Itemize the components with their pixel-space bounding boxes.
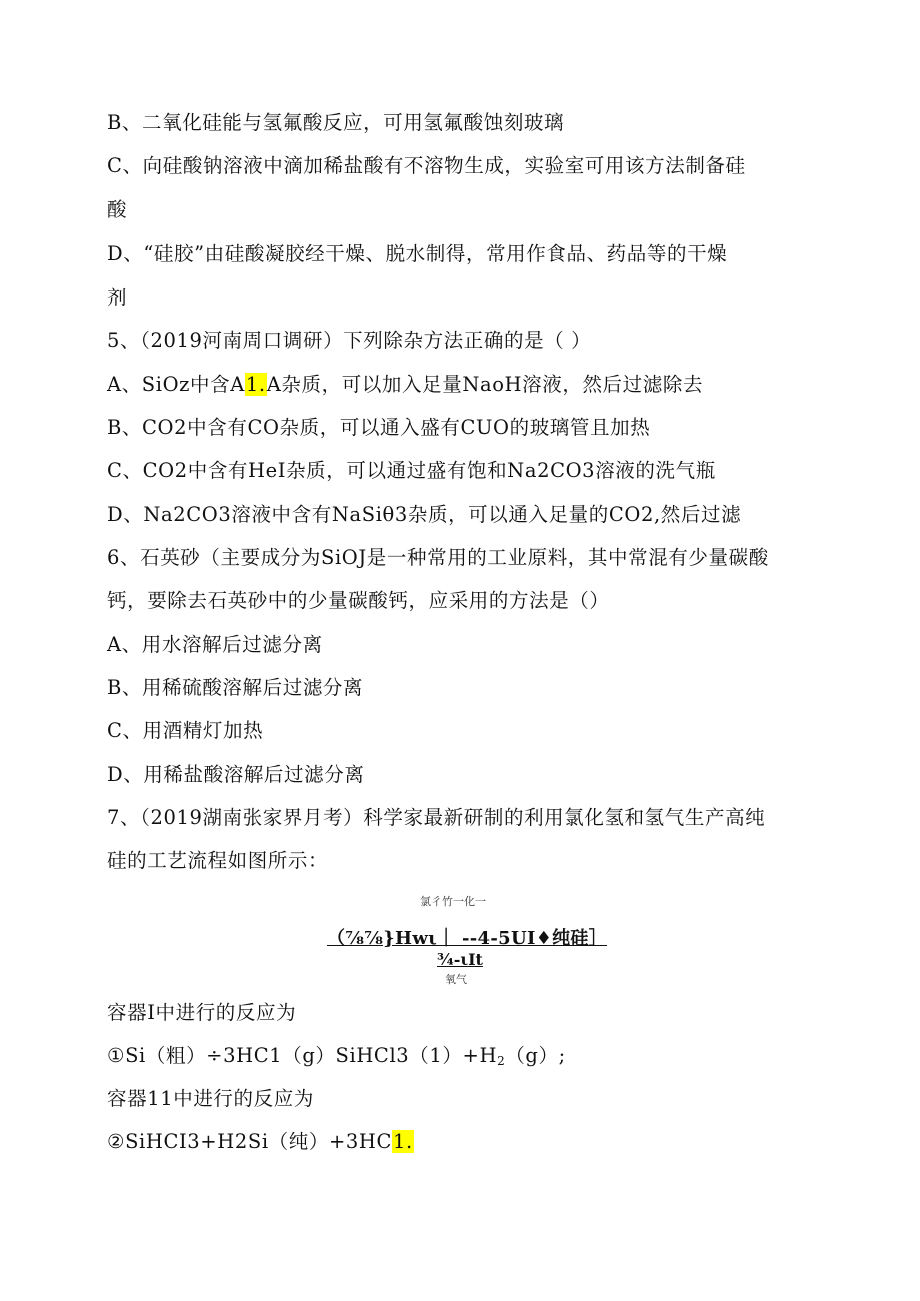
text-line: C、向硅酸钠溶液中滴加稀盐酸有不溶物生成，实验室可用该方法制备硅 (107, 154, 746, 177)
text-line: C、CO2中含有HeI杂质，可以通过盛有饱和Na2CO3溶液的洗气瓶 (107, 459, 716, 482)
text-line: 酸 (107, 198, 128, 221)
text-line: B、CO2中含有CO杂质，可以通入盛有CUO的玻璃管且加热 (107, 416, 651, 439)
flow-diagram-under: ¾-ιIt (437, 950, 483, 969)
equation-1-tail: （g）; (505, 1044, 566, 1067)
line-text: A、SiOz中含A (107, 373, 245, 396)
text-line: D、“硅胶”由硅酸凝胶经干燥、脱水制得，常用作食品、药品等的干燥 (107, 242, 728, 265)
text-line: 6、石英砂（主要成分为SiOJ是一种常用的工业原料，其中常混有少量碳酸 (107, 546, 769, 569)
highlight-mark: 1. (393, 1130, 413, 1153)
highlight-mark: 1. (245, 373, 266, 396)
text-line: 剂 (107, 286, 128, 309)
text-line: 硅的工艺流程如图所示： (107, 849, 329, 872)
text-line: B、用稀硫酸溶解后过滤分离 (107, 676, 364, 699)
flow-top-label: 氯彳竹一化一 (420, 895, 486, 908)
flow-bottom-label: 氧气 (445, 973, 467, 986)
equation-2-text: ②SiHCI3+H2Si（纯）+3HC (107, 1130, 393, 1153)
reaction-intro-2: 容器11中进行的反应为 (107, 1087, 314, 1110)
text-line: D、Na2CO3溶液中含有NaSiθ3杂质，可以通入足量的CO2,然后过滤 (107, 503, 742, 526)
text-line: A、用水溶解后过滤分离 (107, 633, 323, 656)
equation-1-text: ①Si（粗）÷3HC1（g）SiHCl3（1）+H (107, 1044, 498, 1067)
text-line (107, 372, 703, 398)
reaction-equation-2 (107, 1129, 414, 1155)
reaction-intro-1: 容器I中进行的反应为 (107, 1001, 297, 1024)
text-line: C、用酒精灯加热 (107, 719, 264, 742)
text-line: 钙，要除去石英砂中的少量碳酸钙，应采用的方法是（） (107, 589, 610, 612)
text-line: 5、（2019河南周口调研）下列除杂方法正确的是（ ） (107, 329, 592, 352)
reaction-equation-1 (107, 1043, 566, 1074)
text-line: D、用稀盐酸溶解后过滤分离 (107, 763, 365, 786)
line-text: A杂质，可以加入足量NaoH溶液，然后过滤除去 (266, 373, 704, 396)
equation-1-subscript: 2 (497, 1054, 506, 1068)
text-line: B、二氧化硅能与氢氟酸反应，可用氢氟酸蚀刻玻璃 (107, 111, 565, 134)
flow-diagram-main: （⅞⅞}Hwι｜ --4-5UI♦纯硅］ (327, 928, 608, 949)
text-line: 7、（2019湖南张家界月考）科学家最新研制的利用氯化氢和氢气生产高纯 (107, 806, 766, 829)
